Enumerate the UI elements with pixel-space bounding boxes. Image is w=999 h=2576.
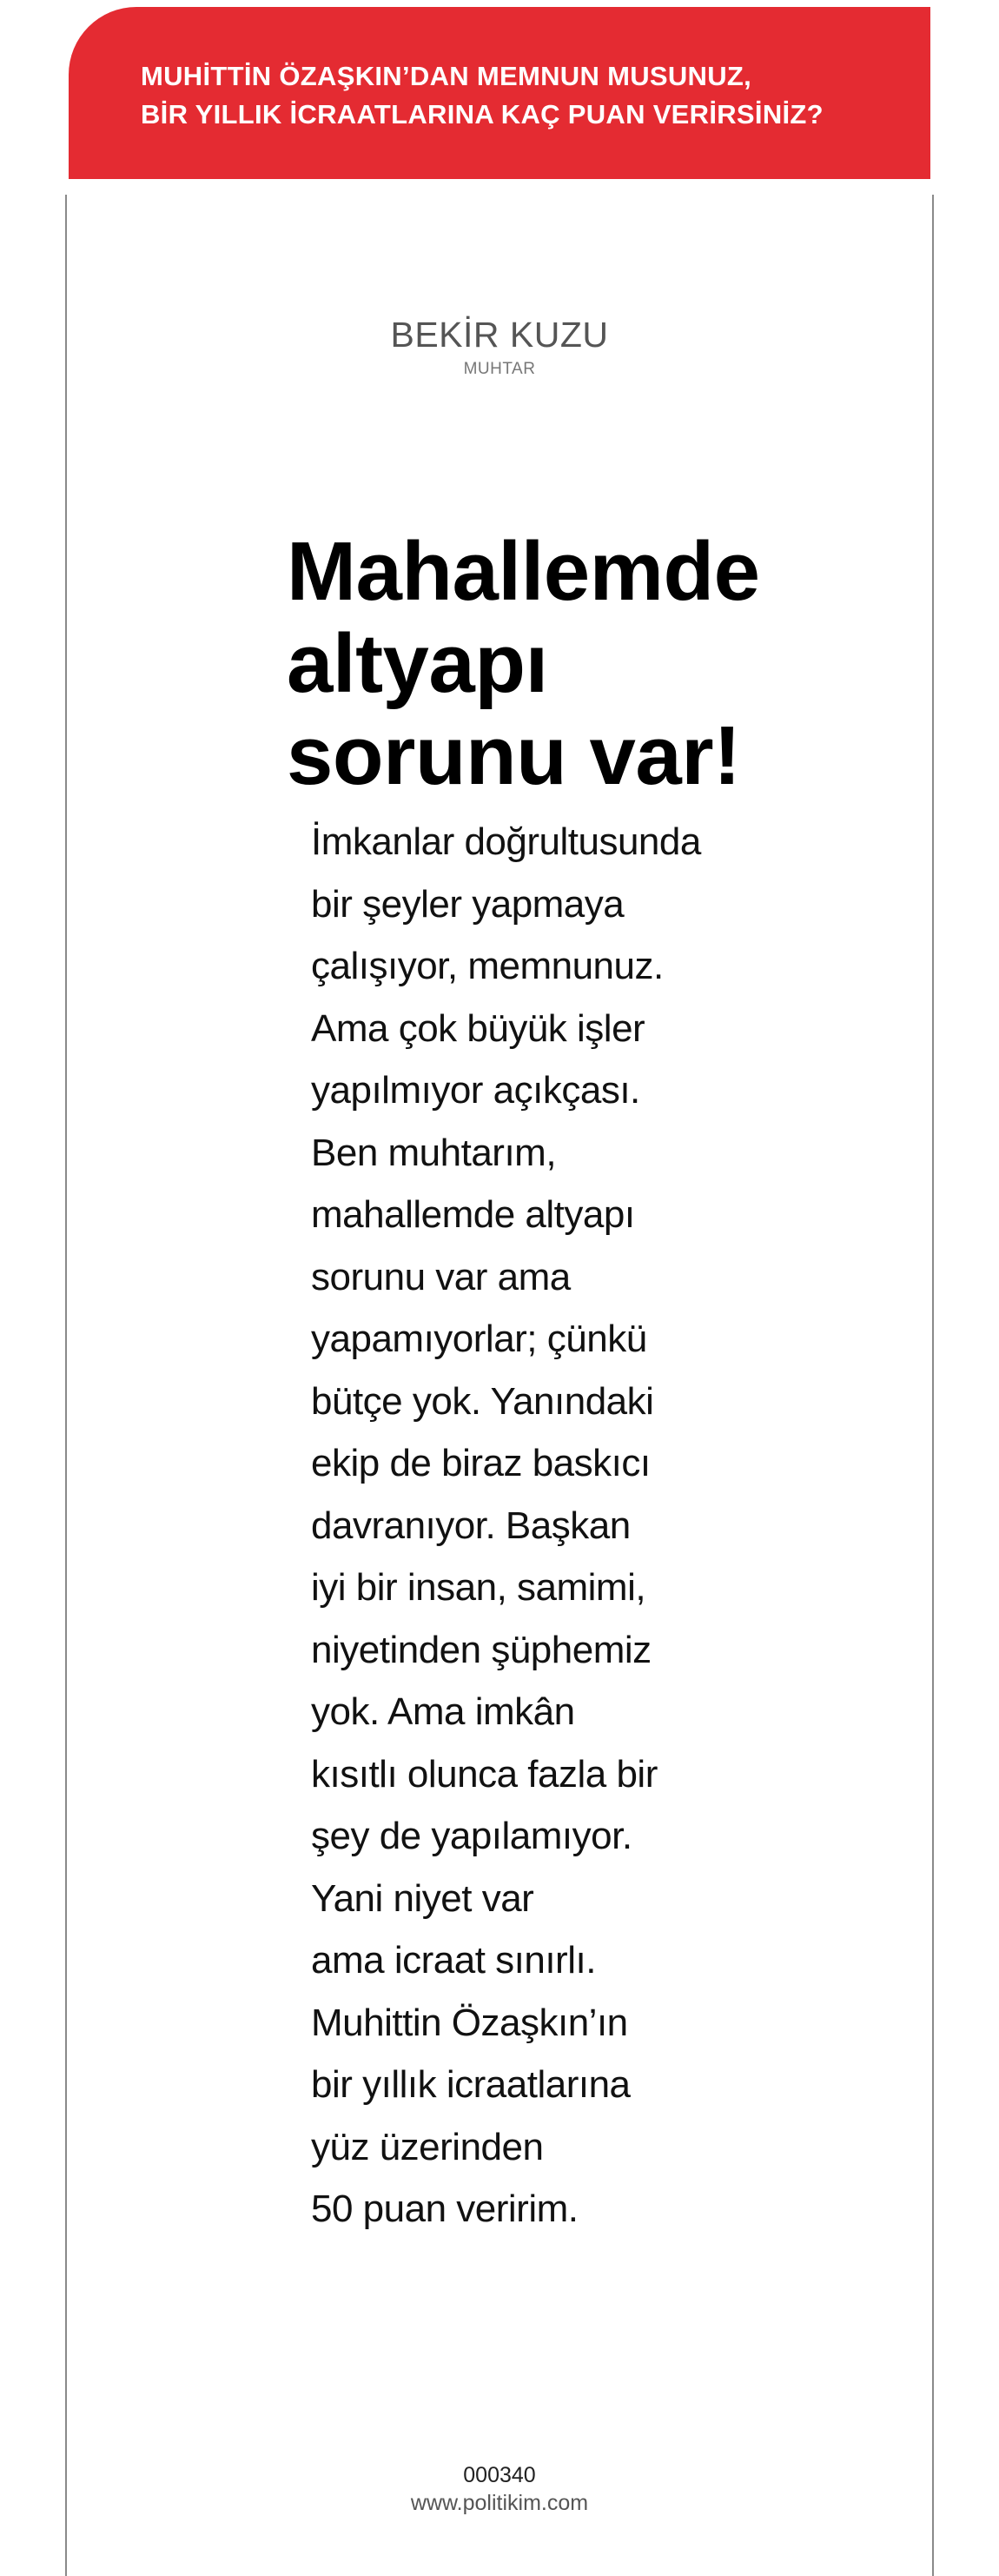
person-role: MUHTAR (463, 360, 536, 378)
header-banner (69, 7, 930, 179)
body-line: mahallemde altyapı (311, 1193, 635, 1236)
body-line: yüz üzerinden (311, 2125, 544, 2168)
body-line: bir şeyler yapmaya (311, 882, 625, 926)
headline-line-3: sorunu var! (287, 709, 741, 802)
body-line: iyi bir insan, samimi, (311, 1566, 646, 1609)
footer-url: www.politikim.com (410, 2491, 589, 2515)
body-line: yok. Ama imkân (311, 1690, 575, 1733)
footer (0, 2461, 999, 2517)
header-question-line-2: BİR YILLIK İCRAATLARINA KAÇ PUAN VERİRSİNİZ? (141, 99, 824, 129)
body-line: Yani niyet var (311, 1876, 534, 1920)
person-name: BEKİR KUZU (390, 315, 609, 355)
body-line: ama icraat sınırlı. (311, 1939, 596, 1982)
headline-line-2: altyapı (287, 617, 548, 710)
headline (287, 526, 773, 802)
body-line: bütçe yok. Yanındaki (311, 1379, 654, 1423)
body-line: ekip de biraz baskıcı (311, 1442, 651, 1484)
body-line: yapılmıyor açıkçası. (311, 1069, 640, 1112)
body-line: Ama çok büyük işler (311, 1006, 645, 1050)
headline-line-1: Mahallemde (287, 525, 760, 618)
left-border-rule (65, 195, 67, 2576)
body-line: şey de yapılamıyor. (311, 1815, 632, 1857)
body-line: yapamıyorlar; çünkü (311, 1318, 647, 1360)
quote-body (311, 811, 763, 2241)
body-line: Muhittin Özaşkın’ın (311, 2001, 628, 2044)
body-line: niyetinden şüphemiz (311, 1628, 652, 1671)
body-line: İmkanlar doğrultusunda (311, 820, 701, 863)
person-block (0, 313, 999, 381)
right-border-rule (932, 195, 934, 2576)
body-line: 50 puan veririm. (311, 2188, 579, 2230)
body-line: bir yıllık icraatlarına (311, 2063, 631, 2106)
body-line: davranıyor. Başkan (311, 1504, 631, 1547)
body-line: sorunu var ama (311, 1255, 571, 1298)
body-line: çalışıyor, memnunuz. (311, 945, 664, 987)
footer-code: 000340 (463, 2463, 536, 2487)
body-line: Ben muhtarım, (311, 1131, 557, 1174)
header-question-line-1: MUHİTTİN ÖZAŞKIN’DAN MEMNUN MUSUNUZ, (141, 61, 752, 91)
body-line: kısıtlı olunca fazla bir (311, 1752, 658, 1796)
